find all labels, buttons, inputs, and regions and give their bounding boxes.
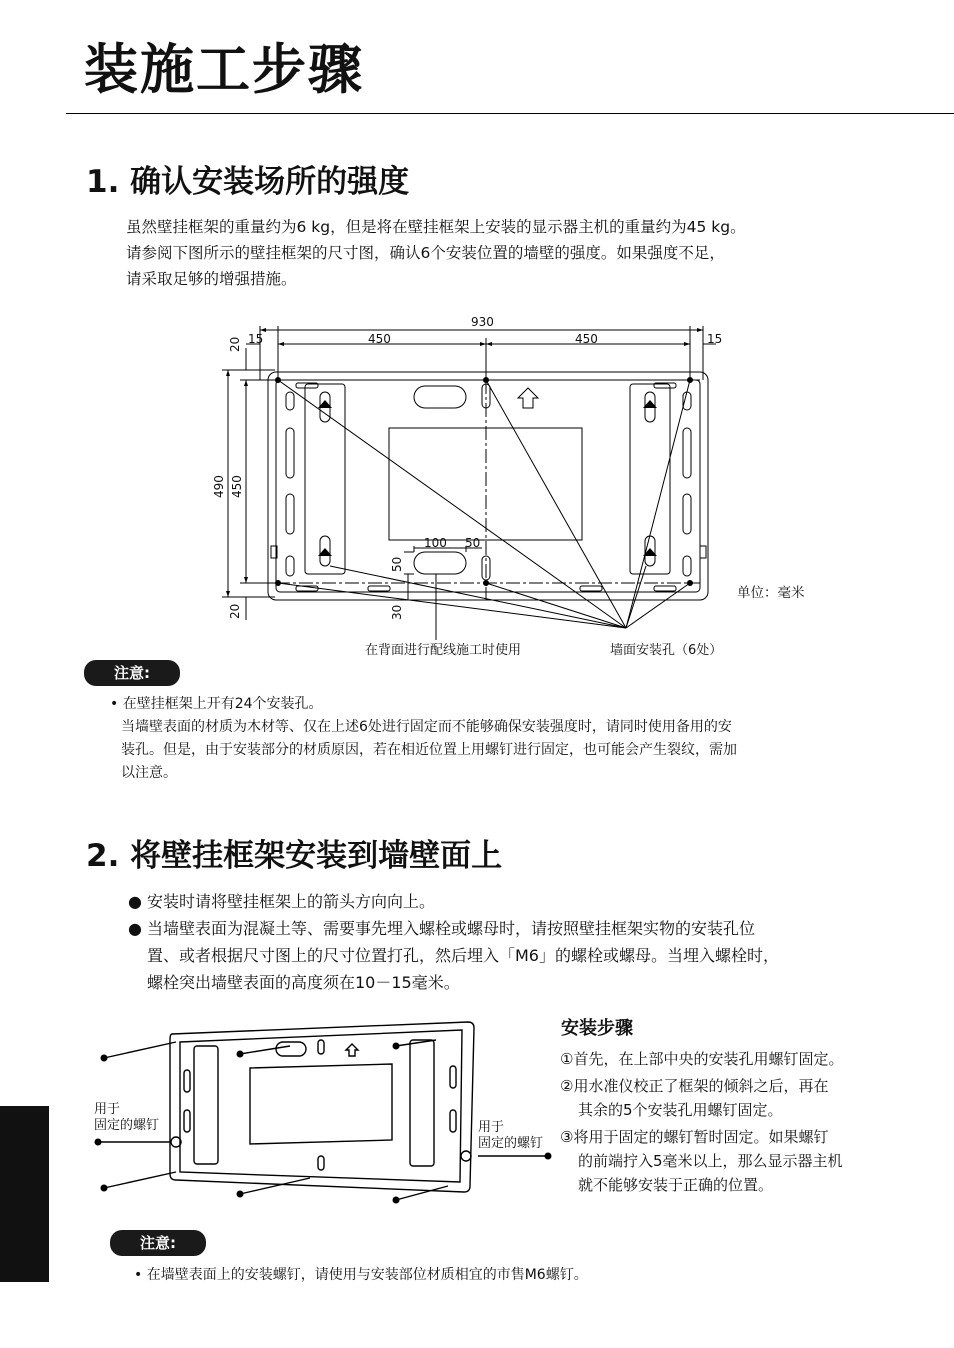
page-title: 装施工步骤	[84, 38, 364, 101]
section2-bullets	[128, 888, 779, 996]
step-line: ①首先，在上部中央的安装孔用螺钉固定。	[560, 1050, 844, 1068]
note-line: 当墙壁表面的材质为木材等、仅在上述6处进行固定而不能够确保安装强度时，请同时使用备用的安	[121, 719, 732, 735]
screw-label-line: 固定的螺钉	[94, 1118, 160, 1133]
unit-label: 单位：毫米	[737, 585, 805, 601]
step-line: 就不能够安装于正确的位置。	[578, 1176, 774, 1194]
dim-hole-offset: 50	[465, 536, 481, 550]
installation-steps	[560, 1046, 843, 1199]
step-line: 其余的5个安装孔用螺钉固定。	[578, 1101, 783, 1119]
note-line: 装孔。但是，由于安装部分的材质原因，若在相近位置上用螺钉进行固定，也可能会产生裂纹，需加	[121, 742, 737, 758]
screw-label-left	[94, 1102, 159, 1134]
dim-hole-width: 100	[424, 536, 447, 550]
step-line: ③将用于固定的螺钉暂时固定。如果螺钉	[560, 1128, 829, 1146]
dim-hole-bottom: 30	[390, 604, 404, 620]
dim-inner-height: 450	[230, 475, 244, 498]
wall-holes-label: 墙面安装孔（6处）	[610, 643, 723, 658]
section1-title: 1. 确认安装场所的强度	[86, 164, 410, 200]
frame-dimension-diagram	[210, 312, 770, 662]
note-badge: 注意:	[110, 1230, 206, 1256]
bullet-item: ● 当墙壁表面为混凝土等、需要事先埋入螺栓或螺母时，请按照壁挂框架实物的安装孔位	[128, 919, 756, 938]
screw-label-right	[478, 1120, 543, 1152]
dim-right-margin: 15	[707, 332, 723, 346]
step-line: 的前端拧入5毫米以上，那么显示器主机	[578, 1152, 843, 1170]
section1-paragraph	[126, 214, 746, 292]
section1-note	[110, 693, 737, 785]
note-badge: 注意:	[84, 660, 180, 686]
step-line: ②用水准仪校正了框架的倾斜之后，再在	[560, 1077, 829, 1095]
note-line: • 在墙壁表面上的安装螺钉，请使用与安装部位材质相宜的市售M6螺钉。	[134, 1267, 588, 1283]
section2-note	[134, 1264, 588, 1287]
dim-total-width: 930	[471, 315, 494, 329]
dim-top-margin: 20	[228, 336, 242, 352]
bullet-item: ● 安装时请将壁挂框架上的箭头方向向上。	[128, 892, 436, 911]
section1-line: 虽然壁挂框架的重量约为6 kg，但是将在壁挂框架上安装的显示器主机的重量约为45 kg。	[126, 218, 746, 236]
dim-total-height: 490	[212, 475, 226, 498]
title-divider	[66, 113, 954, 114]
bullet-item: 置、或者根据尺寸图上的尺寸位置打孔，然后埋入「M6」的螺栓或螺母。当埋入螺栓时，	[147, 946, 779, 965]
dim-left-span: 450	[368, 332, 391, 346]
bullet-item: 螺栓突出墙壁表面的高度须在10－15毫米。	[147, 973, 460, 992]
note-line: • 在壁挂框架上开有24个安装孔。	[110, 696, 323, 712]
steps-title: 安装步骤	[561, 1018, 633, 1039]
wiring-label: 在背面进行配线施工时使用	[365, 643, 522, 658]
side-tab	[0, 1106, 49, 1282]
dim-hole-height: 50	[390, 556, 404, 572]
note-line: 以注意。	[121, 765, 177, 781]
screw-label-line: 用于	[478, 1120, 505, 1135]
dim-bottom-margin: 20	[228, 603, 242, 619]
dim-left-margin: 15	[248, 332, 264, 346]
installation-illustration	[90, 1012, 560, 1214]
section1-line: 请采取足够的增强措施。	[126, 270, 297, 288]
dim-right-span: 450	[575, 332, 598, 346]
screw-label-line: 用于	[94, 1102, 121, 1117]
section1-line: 请参阅下图所示的壁挂框架的尺寸图，确认6个安装位置的墙壁的强度。如果强度不足，	[126, 244, 725, 262]
screw-label-line: 固定的螺钉	[478, 1136, 544, 1151]
section2-title: 2. 将壁挂框架安装到墙壁面上	[86, 838, 503, 874]
